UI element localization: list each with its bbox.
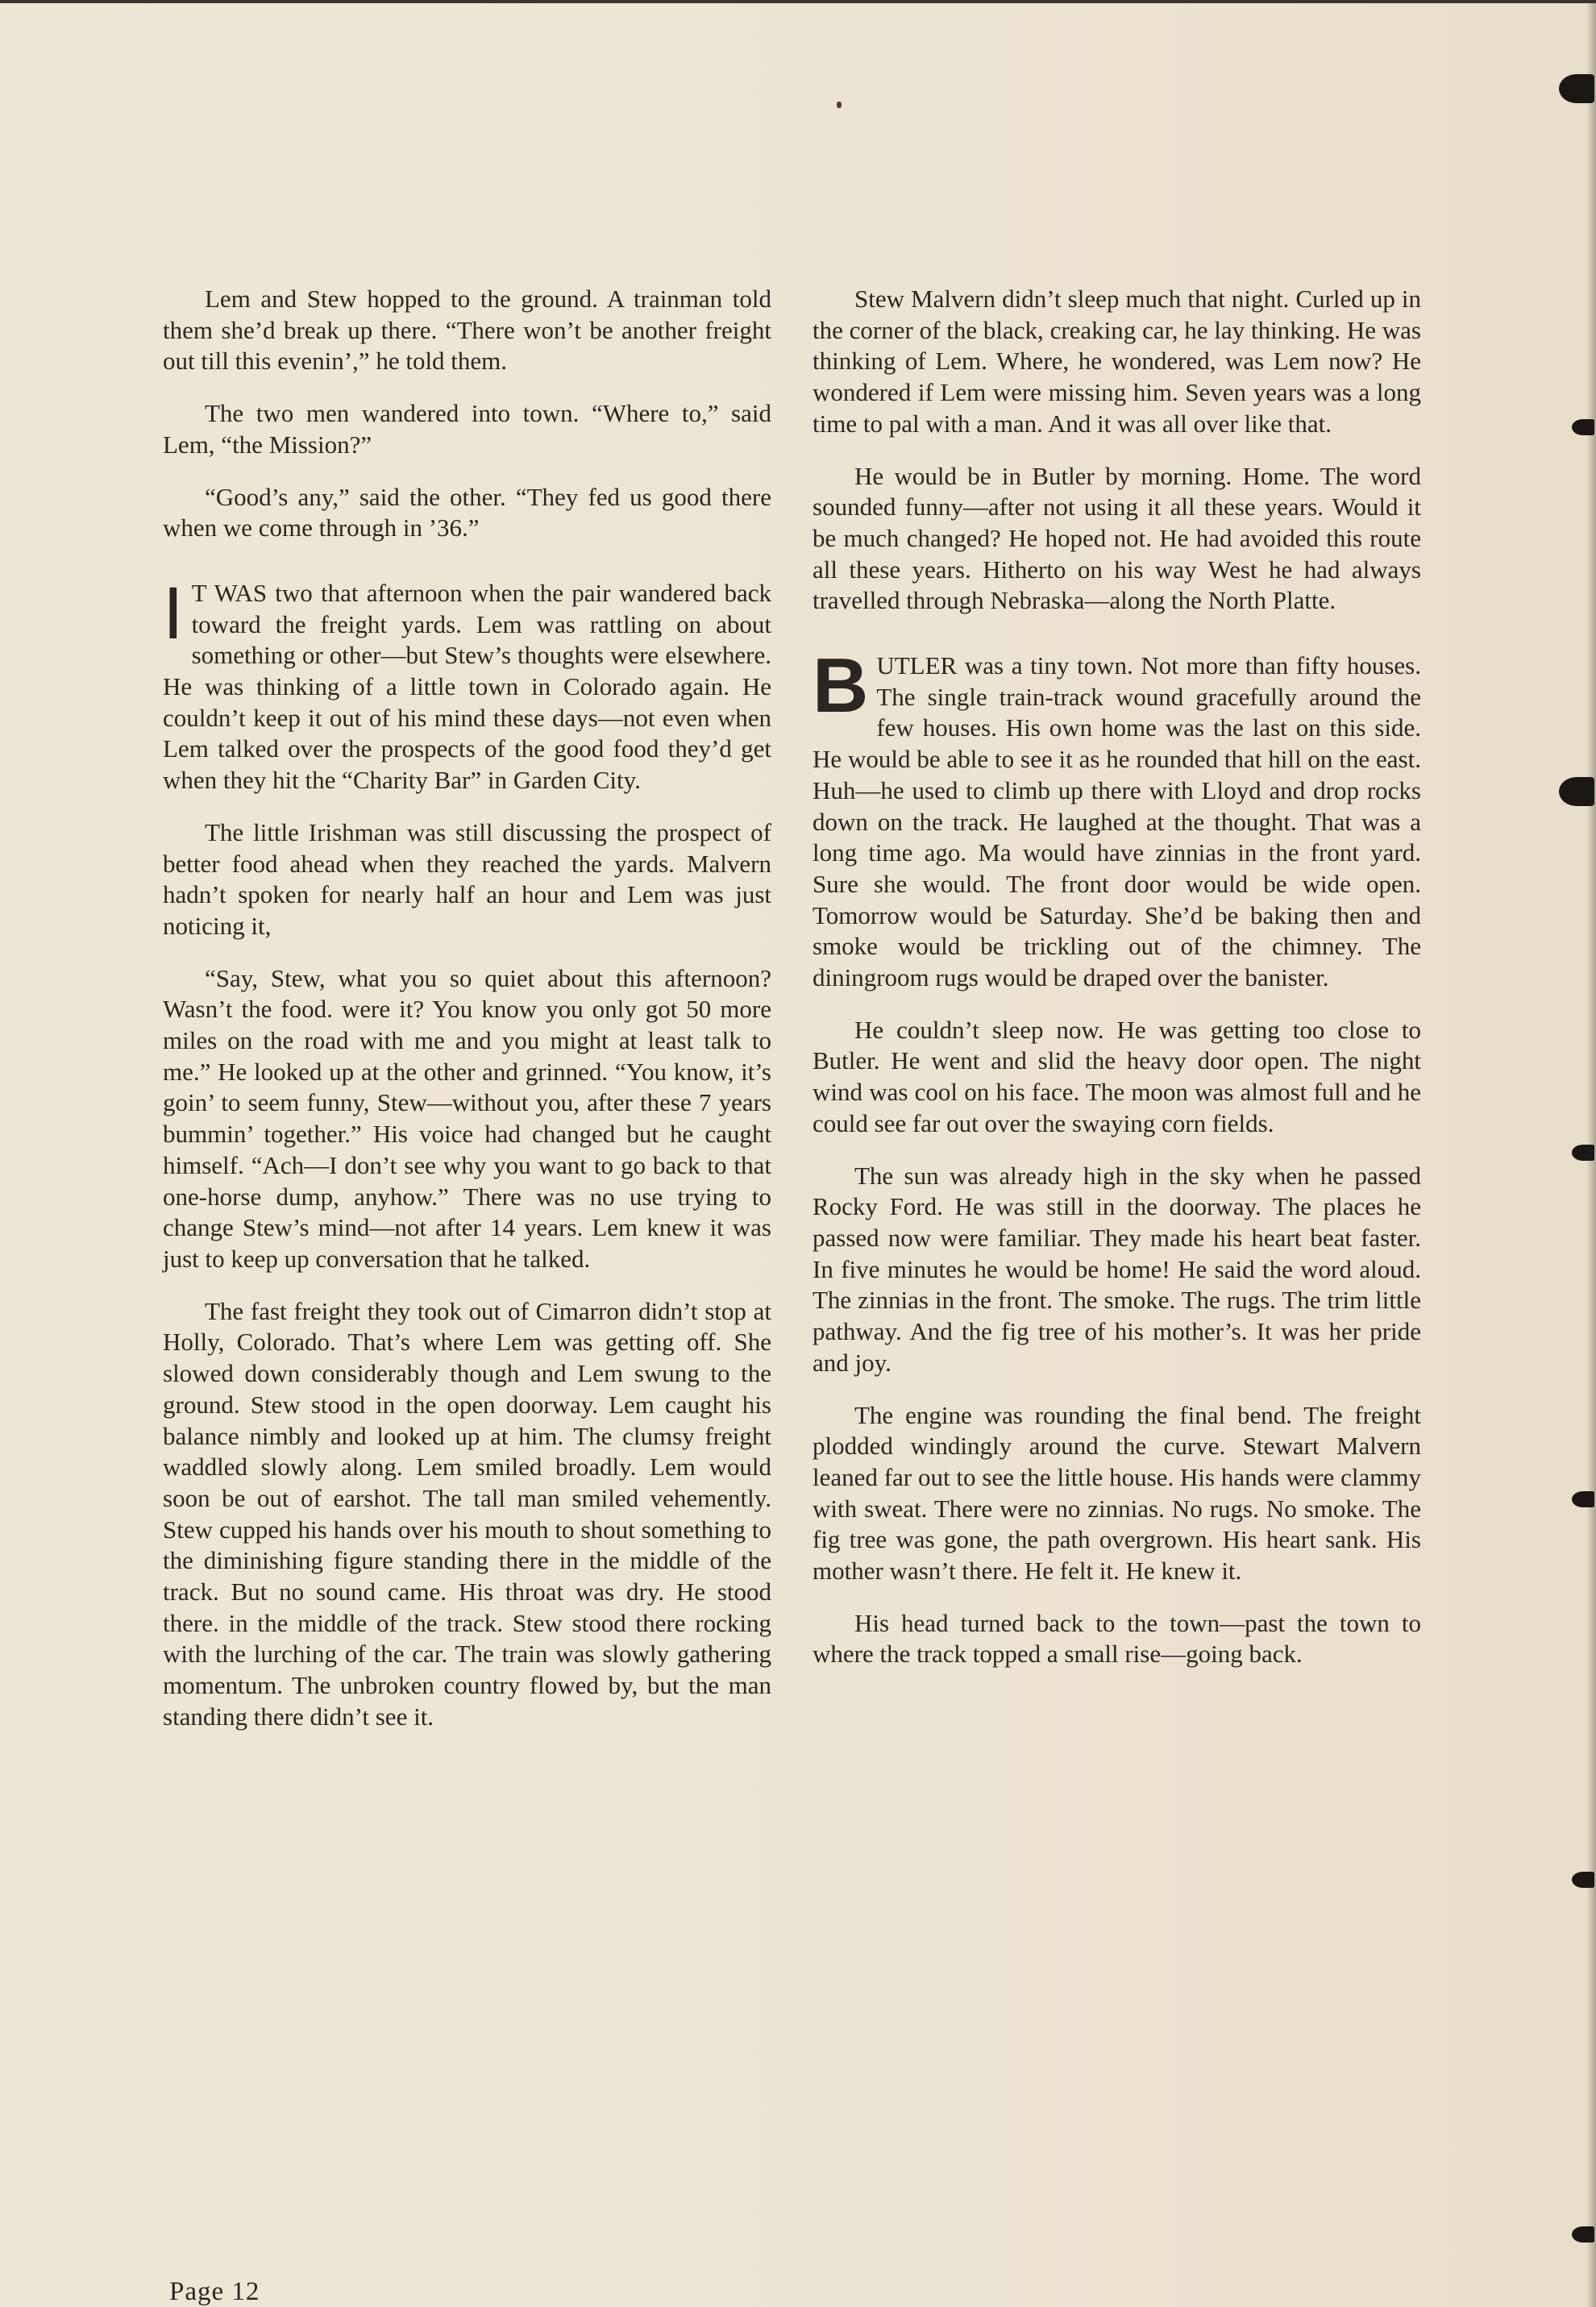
paragraph: The sun was already high in the sky when he passed Rocky Ford. He was still in the doorway. The places he passed now were familiar. They made his heart beat faster. In five minutes he would be home! He said the word aloud. The zinnias in the front. The smoke. The rugs. The trim little pathway. And the fig tree of his mother’s. It was her pride and joy. bbox=[813, 1161, 1421, 1377]
page-top-edge bbox=[0, 0, 1596, 3]
paragraph: He couldn’t sleep now. He was getting too close to Butler. He went and slid the heavy door open. The night wind was cool on his face. The moon was almost full and he could see far out over the swaying corn fields. bbox=[813, 1015, 1421, 1137]
paragraph-text: UTLER was a tiny town. Not more than fifty houses. The single train-track wound gracefully around the few houses. His own home was the last on this side. He would be able to see it as he rounded that hill on the east. Huh—he used to climb up there with Lloyd and drop rocks down on the track. He laughed at the thought. That was a long time ago. Ma would have zinnias in the front yard. Sure she would. The front door would be wide open. Tomorrow would be Saturday. She’d be baking then and smoke would be trickling out of the chimney. The diningroom rugs would be draped over the banister. bbox=[813, 651, 1421, 992]
story-column-left bbox=[163, 284, 771, 1754]
paragraph: He would be in Butler by morning. Home. The word sounded funny—after not using it all these years. Would it be much changed? He hoped not. He had avoided this route all these years. Hitherto on his way West he had always travelled through Nebraska—along the North Platte. bbox=[813, 461, 1421, 615]
paragraph: His head turned back to the town—past the town to where the track topped a small rise—going back. bbox=[813, 1608, 1421, 1669]
binding-hole bbox=[1572, 419, 1594, 435]
paragraph-text: T WAS two that afternoon when the pair wandered back toward the freight yards. Lem was rattling on about something or other—but Stew’s thoughts were elsewhere. He was thinking of a little town in Colorado again. He couldn’t keep it out of his mind these days—not even when Lem talked over the prospects of the good food they’d get when they hit the “Charity Bar” in Garden City. bbox=[163, 578, 771, 795]
binding-hole bbox=[1572, 1491, 1594, 1507]
drop-cap-letter: B bbox=[813, 642, 869, 730]
paragraph: Stew Malvern didn’t sleep much that night. Curled up in the corner of the black, creaking car, he lay thinking. He was thinking of Lem. Where, he wondered, was Lem now? He wondered if Lem were missing him. Seven years was a long time to pal with a man. And it was all over like that. bbox=[813, 285, 1421, 438]
paragraph: The fast freight they took out of Cimarron didn’t stop at Holly, Colorado. That’s where Lem was getting off. She slowed down considerably though and Lem swung to the ground. Stew stood in the open doorway. Lem caught his balance nimbly and looked up at him. The clumsy freight waddled slowly along. Lem smiled broadly. Lem would soon be out of earshot. The tall man smiled vehemently. Stew cupped his hands over his mouth to shout something to the diminishing figure standing there in the middle of the track. But no sound came. His throat was dry. He stood there. in the middle of the track. Stew stood there rocking with the lurching of the car. The train was slowly gathering momentum. The unbroken country flowed by, but the man standing there didn’t see it. bbox=[163, 1296, 771, 1731]
story-column-right bbox=[813, 284, 1421, 1691]
ink-speck bbox=[837, 102, 842, 108]
drop-cap-letter: I bbox=[163, 572, 184, 655]
paragraph-dropcap bbox=[813, 642, 1421, 994]
binding-hole bbox=[1572, 1145, 1594, 1161]
paragraph: Lem and Stew hopped to the ground. A trainman told them she’d break up there. “There won’t be another freight out till this evenin’,” he told them. bbox=[163, 285, 771, 376]
paragraph: “Good’s any,” said the other. “They fed us good there when we come through in ’36.” bbox=[163, 482, 771, 542]
paragraph: The little Irishman was still discussing the prospect of better food ahead when they reached the yards. Malvern hadn’t spoken for nearly half an hour and Lem was just noticing it, bbox=[163, 817, 771, 940]
binding-hole bbox=[1559, 777, 1594, 806]
paragraph: The engine was rounding the final bend. The freight plodded windingly around the curve. Stewart Malvern leaned far out to see the little house. His hands were clammy with sweat. There were no zinnias. No rugs. No smoke. The fig tree was gone, the path overgrown. His heart sank. His mother wasn’t there. He felt it. He knew it. bbox=[813, 1400, 1421, 1586]
paragraph-dropcap bbox=[163, 572, 771, 796]
page-number: Page 12 bbox=[169, 2277, 260, 2306]
binding-hole bbox=[1572, 2226, 1594, 2243]
binding-hole bbox=[1559, 74, 1594, 103]
paragraph: The two men wandered into town. “Where to,” said Lem, “the Mission?” bbox=[163, 399, 771, 459]
paragraph: “Say, Stew, what you so quiet about this afternoon? Wasn’t the food. were it? You know you only got 50 more miles on the road with me and you might at least talk to me.” He looked up at the other and grinned. “You know, it’s goin’ to seem funny, Stew—without you, after these 7 years bummin’ together.” His voice had changed but he caught himself. “Ach—I don’t see why you want to go back to that one-horse dump, anyhow.” There was no use trying to change Stew’s mind—not after 14 years. Lem knew it was just to keep up conversation that he talked. bbox=[163, 963, 771, 1273]
binding-hole bbox=[1572, 1872, 1594, 1888]
